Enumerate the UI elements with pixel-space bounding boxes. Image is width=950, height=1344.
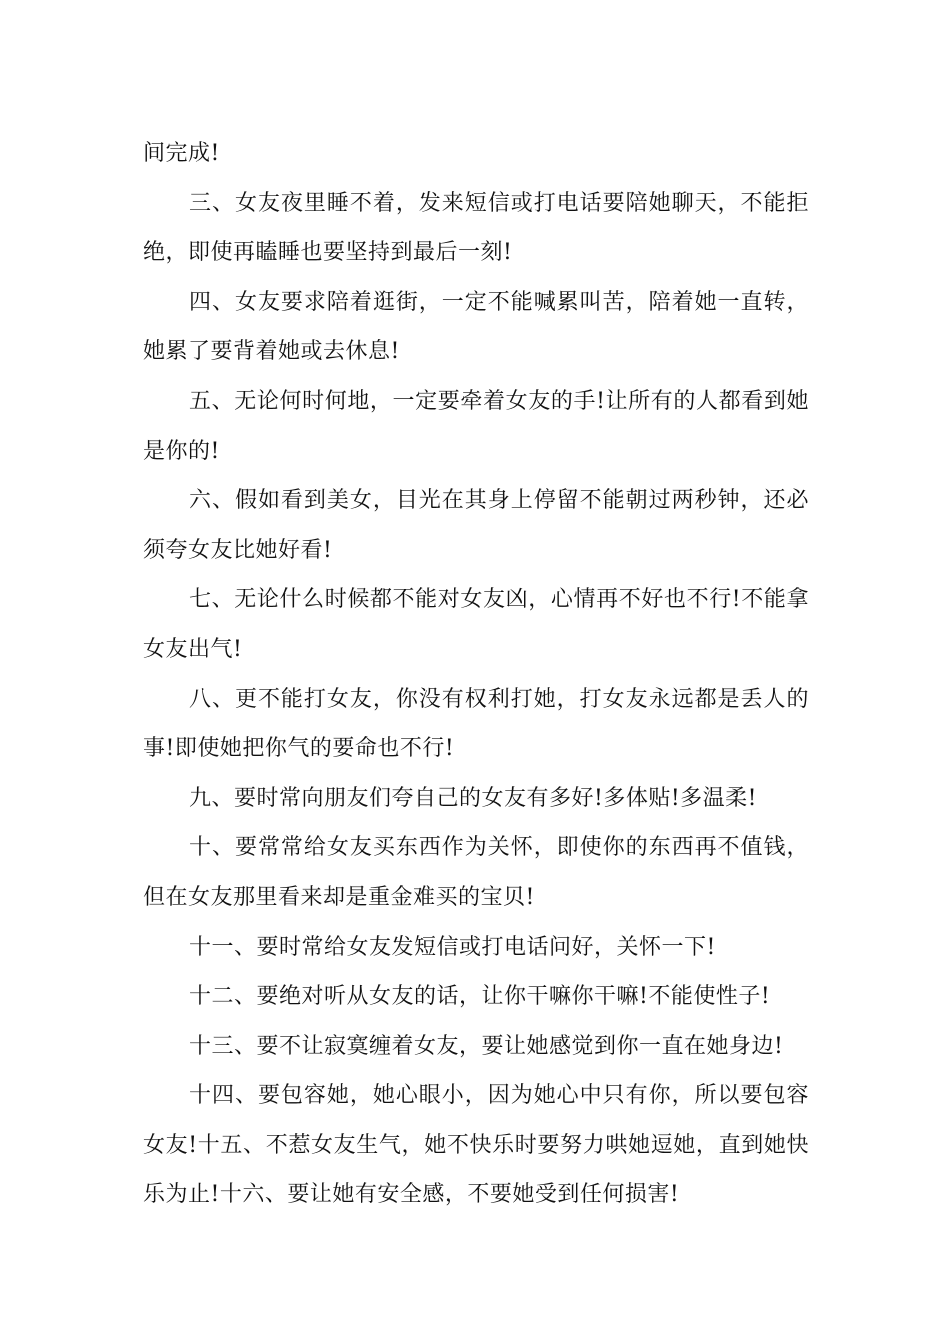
paragraph-item-14-16: 十四、要包容她，她心眼小，因为她心中只有你，所以要包容女友!十五、不惹女友生气，她不快乐时要努力哄她逗她，直到她快乐为止!十六、要让她有安全感，不要她受到任何损害! [143,1083,809,1208]
paragraph-item-4: 四、女友要求陪着逛街，一定不能喊累叫苦，陪着她一直转，她累了要背着她或去休息! [143,289,809,365]
paragraph-item-6: 六、假如看到美女，目光在其身上停留不能朝过两秒钟，还必须夸女友比她好看! [143,488,809,563]
paragraph-item-13: 十三、要不让寂寞缠着女友，要让她感觉到你一直在她身边! [189,1033,784,1059]
paragraph-continuation: 间完成! [143,141,220,166]
paragraph-item-7: 七、无论什么时候都不能对女友凶，心情再不好也不行!不能拿女友出气! [143,587,809,662]
paragraph-item-5: 五、无论何时何地，一定要牵着女友的手!让所有的人都看到她是你的! [143,388,809,464]
body-text [143,129,809,1220]
paragraph-item-10: 十、要常常给女友买东西作为关怀，即使你的东西再不值钱，但在女友那里看来却是重金难买的宝贝! [143,835,809,910]
paragraph-item-8: 八、更不能打女友，你没有权利打她，打女友永远都是丢人的事!即使她把你气的要命也不行! [143,686,809,762]
paragraph-item-3: 三、女友夜里睡不着，发来短信或打电话要陪她聊天，不能拒绝，即使再瞌睡也要坚持到最后一刻! [143,190,809,266]
paragraph-item-12: 十二、要绝对听从女友的话，让你干嘛你干嘛!不能使性子! [189,984,771,1010]
paragraph-item-9: 九、要时常向朋友们夸自己的女友有多好!多体贴!多温柔! [189,785,758,811]
paragraph-item-11: 十一、要时常给女友发短信或打电话问好，关怀一下! [189,934,716,960]
